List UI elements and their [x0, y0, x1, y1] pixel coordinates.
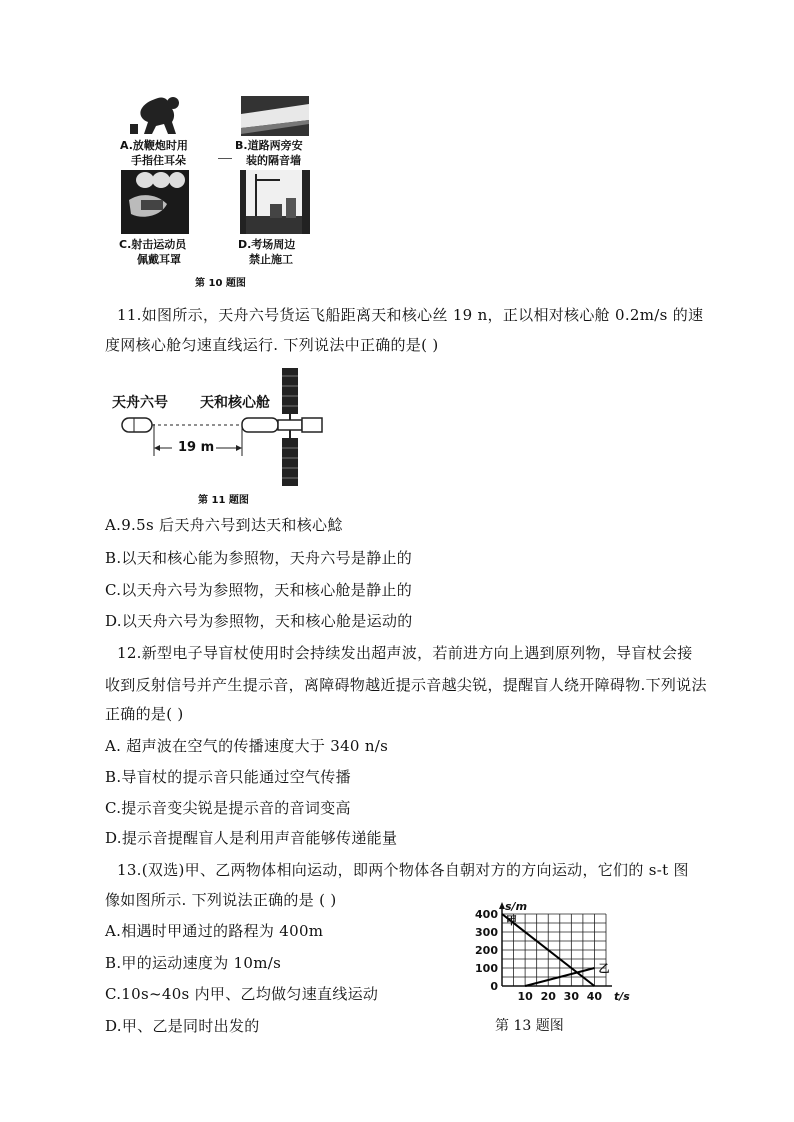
- q12-stem-line1: 12.新型电子导盲杖使用时会持续发出超声波，若前进方向上遇到原列物，导盲杖会接: [117, 644, 693, 662]
- divider-dash: [218, 158, 232, 159]
- figure-10-caption: 第 10 题图: [195, 278, 246, 289]
- q13-option-b: B.甲的运动速度为 10m/s: [105, 954, 282, 972]
- picture-c-earmuffs: [121, 170, 189, 234]
- caption-a-line2: 手指住耳朵: [131, 154, 186, 167]
- q12-option-b: B.导盲杖的提示音只能通过空气传播: [105, 768, 351, 786]
- q11-option-d: D.以天舟六号为参照物，天和核心舱是运动的: [105, 612, 413, 630]
- distance-label: 19 m: [178, 440, 215, 455]
- spacecraft-diagram: [118, 366, 330, 488]
- q11-option-a: A.9.5s 后天舟六号到达天和核心鯰: [105, 516, 343, 534]
- caption-a-line1: A.放鞭炮时用: [120, 139, 188, 152]
- series-label: 乙: [598, 962, 610, 975]
- figure-11-caption: 第 11 题图: [198, 495, 249, 506]
- caption-d-line1: D.考场周边: [238, 238, 296, 251]
- caption-c-line1: C.射击运动员: [119, 238, 187, 251]
- caption-b-line1: B.道路两旁安: [235, 139, 303, 152]
- picture-b-sound-wall: [241, 96, 309, 136]
- y-tick-label: 100: [475, 962, 498, 975]
- q13-stem-line1: 13.(双选)甲、乙两物体相向运动，即两个物体各自朝对方的方向运动，它们的 s-t 图: [117, 861, 689, 879]
- y-axis-label: s/m: [505, 900, 528, 913]
- caption-d-line2: 禁止施工: [249, 253, 293, 266]
- x-axis-label: t/s: [614, 990, 630, 1003]
- q12-stem-line2: 收到反射信号并产生提示音，离障碍物越近提示音越尖锐，提醒盲人绕开障碍物.下列说法: [105, 676, 707, 694]
- q13-option-c: C.10s~40s 内甲、乙均做匀速直线运动: [105, 985, 379, 1003]
- y-tick-label: 400: [475, 908, 498, 921]
- y-tick-label: 300: [475, 926, 498, 939]
- y-tick-label: 200: [475, 944, 498, 957]
- q13-option-a: A.相遇时甲通过的路程为 400m: [105, 922, 324, 940]
- series-label: 甲: [506, 914, 517, 927]
- x-tick-label: 10: [517, 990, 533, 1003]
- q13-stem-line2: 像如图所示. 下列说法正确的是 ( ): [105, 891, 337, 909]
- x-tick-label: 30: [563, 990, 579, 1003]
- y-tick-label: 0: [490, 980, 498, 993]
- q13-option-d: D.甲、乙是同时出发的: [105, 1017, 260, 1035]
- caption-c-line2: 佩戴耳罩: [137, 253, 181, 266]
- q12-option-c: C.提示音变尖锐是提示音的音词变高: [105, 799, 351, 817]
- label-tianhe: 天和核心舱: [200, 395, 270, 411]
- q11-stem-line1: 11.如图所示，天舟六号货运飞船距离天和核心丝 19 n，正以相对核心舱 0.2m/s 的速: [117, 306, 704, 324]
- q11-option-b: B.以天和核心能为参照物，天舟六号是静止的: [105, 549, 413, 567]
- q11-stem-line2: 度网核心舱匀速直线运行. 下列说法中正确的是( ): [105, 336, 439, 354]
- x-tick-label: 40: [586, 990, 603, 1003]
- q12-stem-line3: 正确的是( ): [105, 705, 184, 723]
- q11-option-c: C.以天舟六号为参照物，天和核心舱是静止的: [105, 581, 413, 599]
- label-tianzhou: 天舟六号: [112, 395, 168, 411]
- q12-option-d: D.提示音提醒盲人是利用声音能够传递能量: [105, 829, 398, 847]
- figure-13-caption: 第 13 题图: [495, 1018, 564, 1034]
- caption-b-line2: 装的隔音墙: [246, 154, 301, 167]
- st-chart: [470, 890, 630, 1003]
- picture-a-firecracker: [128, 94, 190, 136]
- picture-d-construction: [240, 170, 310, 234]
- q12-option-a: A. 超声波在空气的传播速度大于 340 n/s: [105, 737, 389, 755]
- x-tick-label: 20: [540, 990, 556, 1003]
